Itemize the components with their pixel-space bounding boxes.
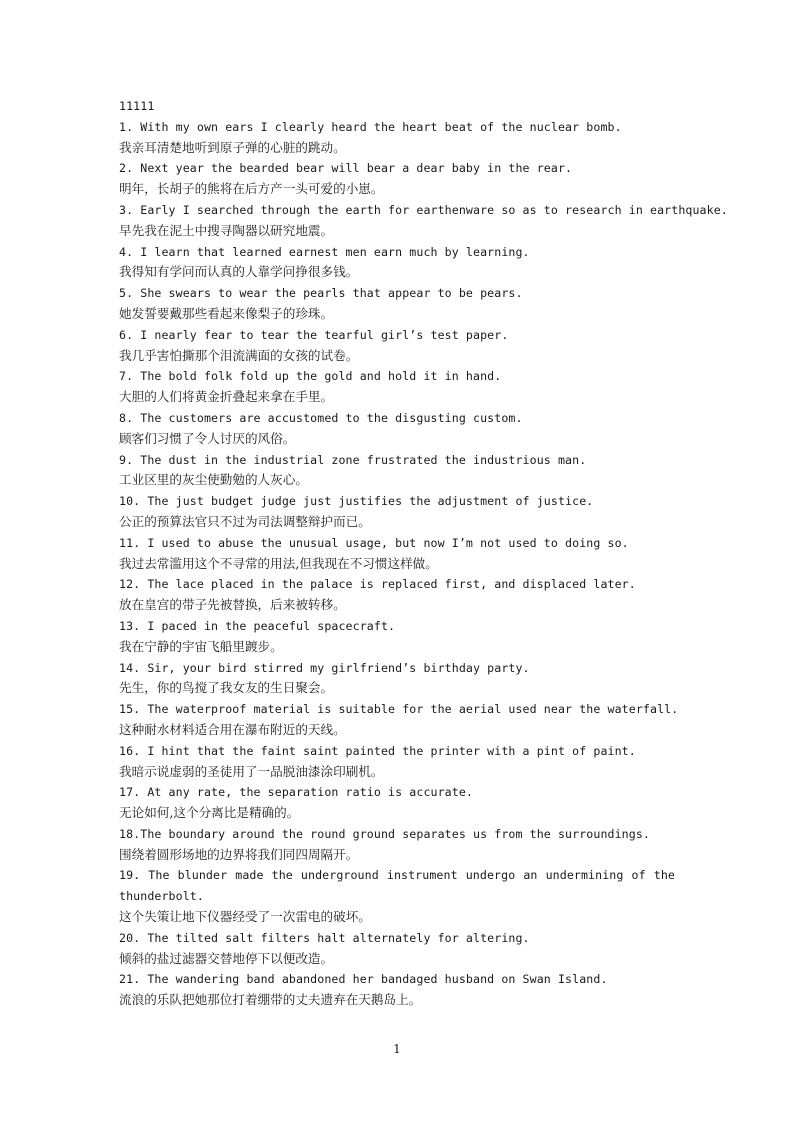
chinese-translation: 放在皇宫的带子先被替换，后来被转移。 (119, 597, 346, 613)
english-sentence: 21. The wandering band abandoned her bandaged husband on Swan Island. (119, 972, 608, 987)
english-sentence: 12. The lace placed in the palace is replaced first, and displaced later. (119, 577, 636, 592)
page-number: 1 (393, 1042, 401, 1056)
chinese-translation: 流浪的乐队把她那位打着绷带的丈夫遗弃在天鹅岛上。 (119, 992, 422, 1008)
english-sentence: 3. Early I searched through the earth for earthenware so as to research in earthquake. (119, 202, 728, 217)
chinese-translation: 我在宁静的宇宙飞船里踱步。 (119, 638, 283, 654)
english-sentence: 13. I paced in the peaceful spacecraft. (119, 618, 396, 633)
chinese-translation: 我亲耳清楚地听到原子弹的心脏的跳动。 (119, 139, 346, 155)
english-sentence: 18.The boundary around the round ground separates us from the surroundings. (119, 826, 651, 841)
english-sentence: 7. The bold folk fold up the gold and hold it in hand. (119, 369, 502, 384)
english-sentence: 5. She swears to wear the pearls that appear to be pears. (119, 286, 523, 301)
chinese-translation: 这个失策让地下仪器经受了一次雷电的破坏。 (119, 909, 371, 925)
document-body (119, 96, 728, 1011)
chinese-translation: 顾客们习惯了令人讨厌的风俗。 (119, 430, 296, 446)
english-sentence: 10. The just budget judge just justifies the adjustment of justice. (119, 494, 594, 509)
chinese-translation: 围绕着圆形场地的边界将我们同四周隔开。 (119, 846, 359, 862)
chinese-translation: 倾斜的盐过滤器交替地停下以便改造。 (119, 950, 334, 966)
chinese-translation: 这种耐水材料适合用在瀑布附近的天线。 (119, 721, 346, 737)
chinese-translation: 我得知有学问而认真的人靠学问挣很多钱。 (119, 264, 359, 280)
document-header: 11111 (119, 99, 155, 113)
chinese-translation: 我暗示说虚弱的圣徒用了一品脱油漆涂印刷机。 (119, 763, 384, 779)
english-sentence: 1. With my own ears I clearly heard the heart beat of the nuclear bomb. (119, 119, 622, 134)
chinese-translation: 公正的预算法官只不过为司法调整辩护而已。 (119, 513, 371, 529)
english-sentence: 15. The waterproof material is suitable for the aerial used near the waterfall. (119, 702, 679, 717)
english-sentence: 17. At any rate, the separation ratio is accurate. (119, 785, 474, 800)
sentence-list (119, 117, 728, 1011)
english-sentence: 11. I used to abuse the unusual usage, but now I’m not used to doing so. (119, 535, 629, 550)
english-sentence: 2. Next year the bearded bear will bear a dear baby in the rear. (119, 161, 573, 176)
chinese-translation: 先生，你的鸟搅了我女友的生日聚会。 (119, 680, 334, 696)
english-sentence: 4. I learn that learned earnest men earn much by learning. (119, 244, 530, 259)
chinese-translation: 无论如何,这个分离比是精确的。 (119, 805, 300, 821)
chinese-translation: 早先我在泥土中搜寻陶器以研究地震。 (119, 222, 334, 238)
english-sentence: 6. I nearly fear to tear the tearful girl’s test paper. (119, 327, 509, 342)
chinese-translation: 大胆的人们将黄金折叠起来拿在手里。 (119, 389, 334, 405)
english-sentence: 20. The tilted salt filters halt alternately for altering. (119, 930, 530, 945)
chinese-translation: 明年，长胡子的熊将在后方产一头可爱的小崽。 (119, 181, 384, 197)
chinese-translation: 我过去常滥用这个不寻常的用法,但我现在不习惯这样做。 (119, 555, 438, 571)
english-sentence: 16. I hint that the faint saint painted the printer with a pint of paint. (119, 743, 636, 758)
chinese-translation: 她发誓要戴那些看起来像梨子的珍珠。 (119, 305, 334, 321)
chinese-translation: 工业区里的灰尘使勤勉的人灰心。 (119, 472, 308, 488)
english-sentence: 19. The blunder made the underground instrument undergo an undermining of the thunderbolt. (119, 868, 675, 904)
english-sentence: 9. The dust in the industrial zone frustrated the industrious man. (119, 452, 587, 467)
english-sentence: 8. The customers are accustomed to the disgusting custom. (119, 410, 523, 425)
chinese-translation: 我几乎害怕撕那个泪流满面的女孩的试卷。 (119, 347, 359, 363)
english-sentence: 14. Sir, your bird stirred my girlfriend’s birthday party. (119, 660, 530, 675)
